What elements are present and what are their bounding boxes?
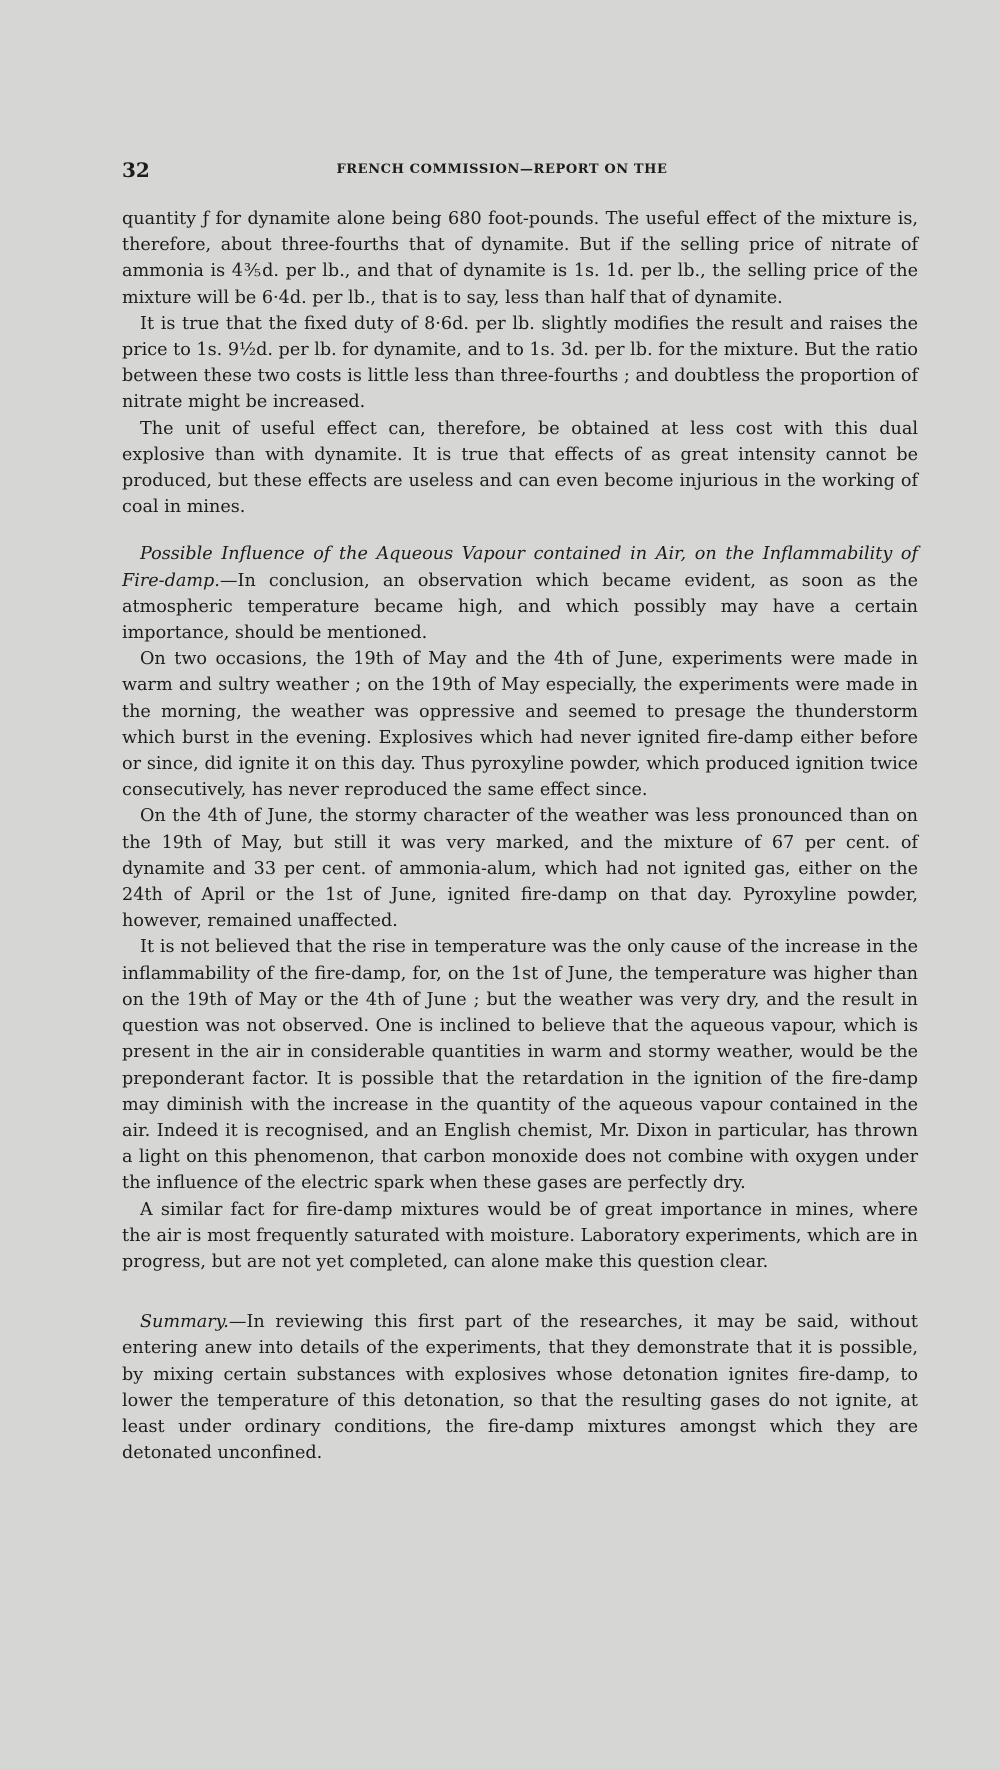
paragraph-aqueous-vapour [122, 541, 918, 646]
running-title: FRENCH COMMISSION—REPORT ON THE [336, 162, 668, 177]
section-heading-summary: Summary. [140, 1312, 229, 1333]
body-text [122, 206, 918, 1466]
running-header [122, 158, 882, 184]
paragraph-text: —In conclusion, an observation which became evident, as soon as the atmospheric temperature became high, and which possibly may have a certain importance, should be mentioned. [122, 570, 918, 644]
paragraph-text: A similar fact for fire-damp mixtures would be of great importance in mines, where the air is most frequently saturated with moisture. Laboratory experiments, which are in progress, but are not yet completed, can alone make this question clear. [122, 1199, 918, 1272]
section-heading-aqueous-vapour: Possible Influence of the Aqueous Vapour contained in Air, on the Inflammability of Fire-damp. [122, 544, 918, 591]
page-number: 32 [122, 158, 150, 182]
paragraph-text: On the 4th of June, the stormy character of the weather was less pronounced than on the 19th of May, but still it was very marked, and the mixture of 67 per cent. of dynamite and 33 per cent. of ammonia-alum, which had not ignited gas, either on the 24th of April or the 1st of June, ignited fire-damp on that day. Pyroxyline powder, however, remained unaffected. [122, 806, 918, 932]
paragraph-text: It is not believed that the rise in temperature was the only cause of the increase in the inflammability of the fire-damp, for, on the 1st of June, the temperature was higher than on the 19th of May or the 4th of June ; but the weather was very dry, and the result in question was not observed. One is inclined to believe that the aqueous vapour, which is present in the air in considerable quantities in warm and stormy weather, would be the preponderant factor. It is possible that the retardation in the ignition of the fire-damp may diminish with the increase in the quantity of the aqueous vapour contained in the air. Indeed it is recognised, and an English chemist, Mr. Dixon in particular, has thrown a light on this phenomenon, that carbon monoxide does not combine with oxygen under the influence of the electric spark when these gases are perfectly dry. [122, 937, 918, 1194]
paragraph-unit-useful-effect [122, 416, 918, 521]
paragraph-similar-fact [122, 1197, 918, 1276]
paragraph-summary [122, 1309, 918, 1466]
paragraph-fixed-duty [122, 311, 918, 416]
paragraph-text: quantity ƒ for dynamite alone being 680 foot-pounds. The useful effect of the mixture is, therefore, about three-fourths that of dynamite. But if the selling price of nitrate of ammonia is 4⅗d. per lb., and that of dynamite is 1s. 1d. per lb., the selling price of the mixture will be 6·4d. per lb., that is to say, less than half that of dynamite. [122, 209, 918, 308]
paragraph-rise-in-temperature [122, 934, 918, 1196]
paragraph-text: —In reviewing this first part of the researches, it may be said, without entering anew into details of the experiments, that they demonstrate that it is possible, by mixing certain substances with explosives whose detonation ignites fire-damp, to lower the temperature of this detonation, so that the resulting gases do not ignite, at least under ordinary conditions, the fire-damp mixtures amongst which they are detonated unconfined. [122, 1312, 918, 1464]
paragraph-dynamite-cost [122, 206, 918, 311]
paragraph-text: On two occasions, the 19th of May and the 4th of June, experiments were made in warm and sultry weather ; on the 19th of May especially, the experiments were made in the morning, the weather was oppressive and seemed to presage the thunderstorm which burst in the evening. Explosives which had never ignited fire-damp either before or since, did ignite it on this day. Thus pyroxyline powder, which produced ignition twice consecutively, has never reproduced the same effect since. [122, 649, 918, 801]
paragraph-two-occasions [122, 646, 918, 803]
paragraph-fourth-of-june [122, 803, 918, 934]
paragraph-text: It is true that the fixed duty of 8·6d. per lb. slightly modifies the result and raises the price to 1s. 9½d. per lb. for dynamite, and to 1s. 3d. per lb. for the mixture. But the ratio between these two costs is little less than three-fourths ; and doubtless the proportion of nitrate might be increased. [122, 313, 918, 413]
paragraph-text: The unit of useful effect can, therefore, be obtained at less cost with this dual explosive than with dynamite. It is true that effects of as great intensity cannot be produced, but these effects are useless and can even become injurious in the working of coal in mines. [122, 418, 918, 518]
